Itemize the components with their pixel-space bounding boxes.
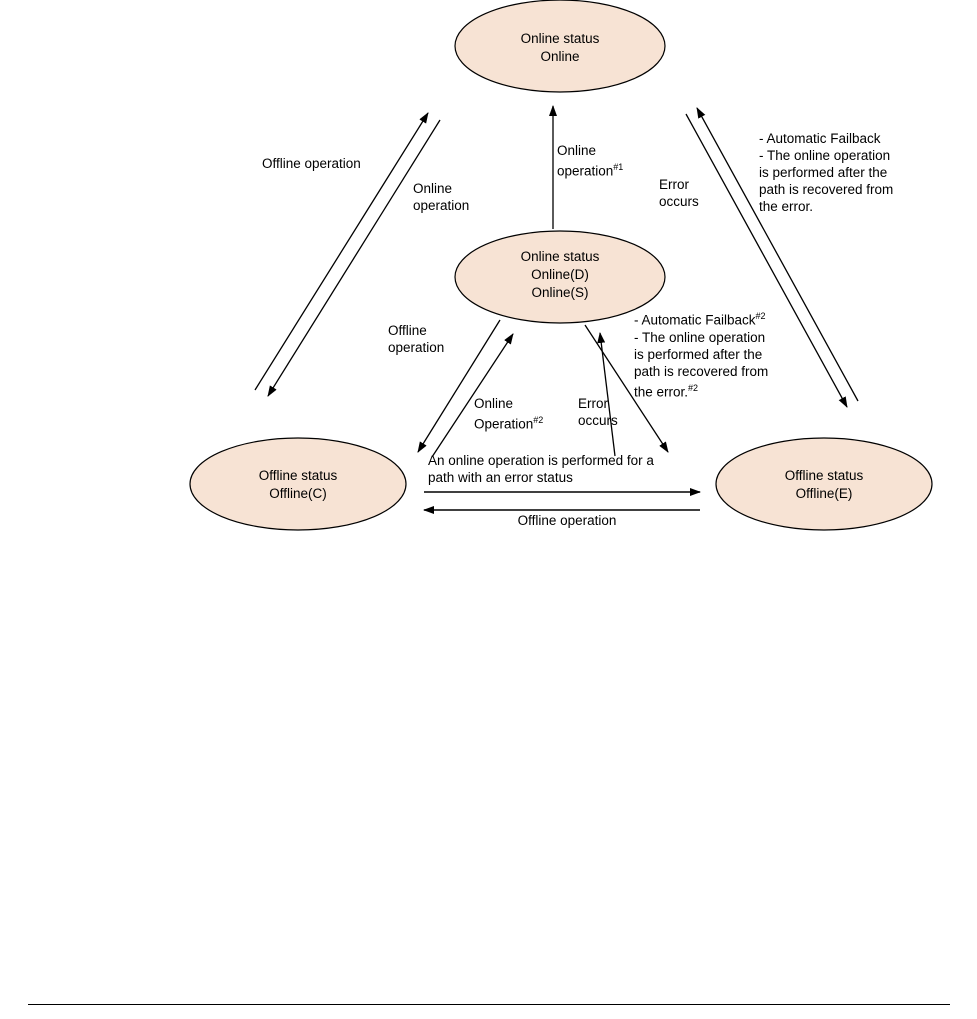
- label-automatic-failback-center-superscript-2: #2: [688, 382, 699, 393]
- label-error-occurs-center-line1: Error: [578, 396, 608, 411]
- label-online-operation-center-line2: [474, 412, 594, 433]
- node-online: [455, 0, 665, 92]
- label-automatic-failback-right-line4: path is recovered from: [759, 182, 894, 197]
- label-online-operation-center-line1: Online: [474, 396, 514, 411]
- label-automatic-failback-center-line1: [634, 308, 814, 329]
- label-automatic-failback-right-line5: the error.: [759, 199, 814, 214]
- label-online-operation-center: [474, 395, 594, 433]
- label-online-operation-top-line2-text: operation: [557, 163, 614, 179]
- label-automatic-failback-center-line4: path is recovered from: [634, 363, 769, 379]
- label-automatic-failback-center-line3: is performed after the: [634, 346, 763, 362]
- node-online-line1: Online status: [520, 31, 600, 46]
- label-offline-operation-bottom: [432, 512, 702, 529]
- node-online-ds-line3: Online(S): [531, 285, 589, 300]
- label-online-operation-center-superscript: #2: [533, 415, 544, 425]
- node-online-ds-line2: Online(D): [531, 267, 589, 282]
- label-error-occurs-right-line2: occurs: [659, 194, 699, 209]
- label-error-occurs-center: [578, 395, 658, 429]
- label-offline-operation-center-line1: Offline: [388, 323, 427, 338]
- label-online-operation-center-line2-text: Operation: [474, 416, 534, 432]
- label-offline-operation-center-line2: operation: [388, 340, 445, 355]
- node-offline-e: [716, 438, 932, 530]
- label-automatic-failback-center-superscript-1: #2: [755, 311, 766, 321]
- label-online-operation-left: [413, 180, 533, 214]
- label-online-operation-left-line1: Online: [413, 181, 453, 196]
- label-online-operation-left-line2: operation: [413, 198, 470, 213]
- label-automatic-failback-center-line1-text: - Automatic Failback: [634, 312, 756, 328]
- label-online-operation-bottom-line2: path with an error status: [428, 470, 573, 485]
- label-online-operation-top: [557, 142, 687, 180]
- node-offline-e-line1: Offline status: [784, 468, 864, 483]
- label-automatic-failback-right: [759, 130, 949, 215]
- label-automatic-failback-right-line3: is performed after the: [759, 165, 888, 180]
- node-online-ds-line1: Online status: [520, 249, 600, 264]
- label-error-occurs-right: [659, 176, 739, 210]
- label-online-operation-top-line1: Online: [557, 143, 597, 158]
- node-online-line2: Online: [540, 49, 580, 64]
- label-automatic-failback-center: [634, 308, 814, 400]
- label-offline-operation-left: [262, 155, 442, 172]
- label-online-operation-bottom: [428, 452, 718, 486]
- label-error-occurs-right-line1: Error: [659, 177, 689, 192]
- label-automatic-failback-center-line2: - The online operation: [634, 329, 766, 345]
- label-online-operation-bottom-line1: An online operation is performed for a: [428, 453, 654, 468]
- footer-divider: [28, 1004, 950, 1005]
- label-automatic-failback-center-line5-text: the error.: [634, 384, 689, 399]
- node-offline-c: [190, 438, 406, 530]
- label-offline-operation-center: [388, 322, 508, 356]
- node-offline-c-line1: Offline status: [258, 468, 338, 483]
- label-automatic-failback-right-line1: - Automatic Failback: [759, 131, 881, 146]
- node-offline-c-line2: Offline(C): [269, 486, 327, 501]
- node-offline-e-line2: Offline(E): [795, 486, 853, 501]
- label-automatic-failback-right-line2: - The online operation: [759, 148, 891, 163]
- label-online-operation-top-superscript: #1: [613, 162, 624, 172]
- label-offline-operation-left-text: Offline operation: [262, 156, 361, 171]
- label-offline-operation-bottom-text: Offline operation: [517, 513, 617, 528]
- label-error-occurs-center-line2: occurs: [578, 413, 618, 428]
- label-automatic-failback-center-line5: [634, 380, 814, 401]
